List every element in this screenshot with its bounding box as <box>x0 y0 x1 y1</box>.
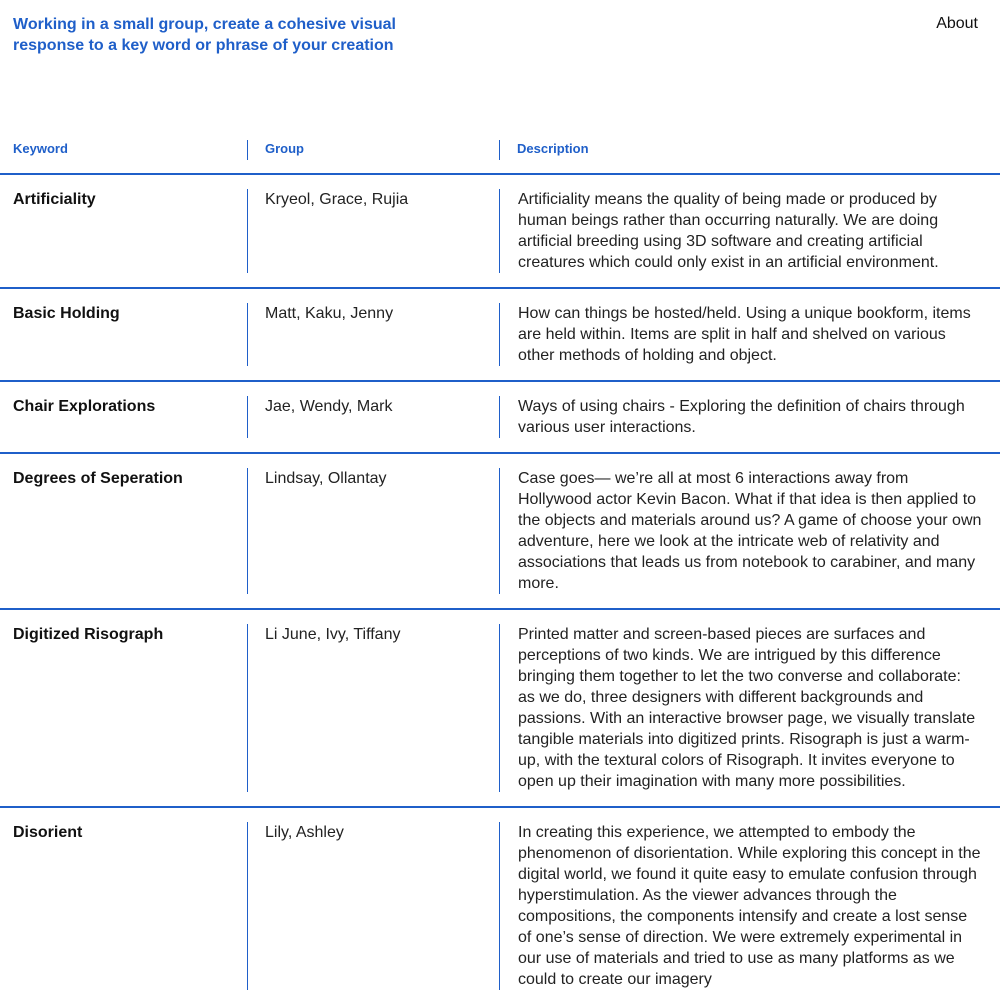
description-cell: Case goes— we’re all at most 6 interactions away from Hollywood actor Kevin Bacon. What if that idea is then applied to the objects and materials around us? A game of choose your own adventure, here we look at the intricate web of relativity and associations that leads us from notebook to carabiner, and many more. <box>499 468 1000 594</box>
description-cell: Printed matter and screen-based pieces are surfaces and perceptions of two kinds. We are intrigued by this difference bringing them together to let the two converse and collaborate: as we do, three designers with different backgrounds and passions. With an interactive browser page, we visually translate tangible materials into digitized prints. Risograph is just a warm-up, with the textural colors of Risograph. It invites everyone to open up their imagination with many more possibilities. <box>499 624 1000 792</box>
description-cell: Artificiality means the quality of being made or produced by human beings rather than occurring naturally. We are doing artificial breeding using 3D software and creating artificial creatures which could only exist in an artificial environment. <box>499 189 1000 273</box>
table-row[interactable] <box>0 610 1000 808</box>
about-link[interactable]: About <box>936 15 978 32</box>
table-row[interactable] <box>0 175 1000 289</box>
table-row[interactable] <box>0 382 1000 454</box>
column-header-description[interactable]: Description <box>499 140 589 160</box>
table-row[interactable] <box>0 289 1000 382</box>
table-row[interactable] <box>0 454 1000 610</box>
keyword-cell[interactable]: Artificiality <box>13 191 96 208</box>
project-table <box>0 140 1000 1000</box>
keyword-cell[interactable]: Disorient <box>13 824 83 841</box>
group-cell: Li June, Ivy, Tiffany <box>247 624 499 792</box>
keyword-cell[interactable]: Chair Explorations <box>13 398 156 415</box>
description-cell: In creating this experience, we attempted to embody the phenomenon of disorientation. While exploring this concept in the digital world, we found it quite easy to emulate confusion through hyperstimulation. As the viewer advances through the compositions, the components intensify and create a lost sense of one’s sense of direction. We were extremely experimental in our use of materials and tried to use as many platforms as we could to create our imagery <box>499 822 1000 990</box>
keyword-cell[interactable]: Basic Holding <box>13 305 120 322</box>
column-header-keyword[interactable]: Keyword <box>13 141 68 156</box>
keyword-cell[interactable]: Degrees of Seperation <box>13 470 183 487</box>
group-cell: Jae, Wendy, Mark <box>247 396 499 438</box>
group-cell: Matt, Kaku, Jenny <box>247 303 499 366</box>
description-cell: Ways of using chairs - Exploring the definition of chairs through various user interactions. <box>499 396 1000 438</box>
column-header-group[interactable]: Group <box>247 140 304 160</box>
group-cell: Lily, Ashley <box>247 822 499 990</box>
keyword-cell[interactable]: Digitized Risograph <box>13 626 164 643</box>
table-header <box>0 140 1000 175</box>
group-cell: Kryeol, Grace, Rujia <box>247 189 499 273</box>
page-title: Working in a small group, create a cohesive visual response to a key word or phrase of your creation <box>13 16 396 54</box>
description-cell: How can things be hosted/held. Using a unique bookform, items are held within. Items are split in half and shelved on various other methods of holding and object. <box>499 303 1000 366</box>
table-row[interactable] <box>0 808 1000 1000</box>
group-cell: Lindsay, Ollantay <box>247 468 499 594</box>
